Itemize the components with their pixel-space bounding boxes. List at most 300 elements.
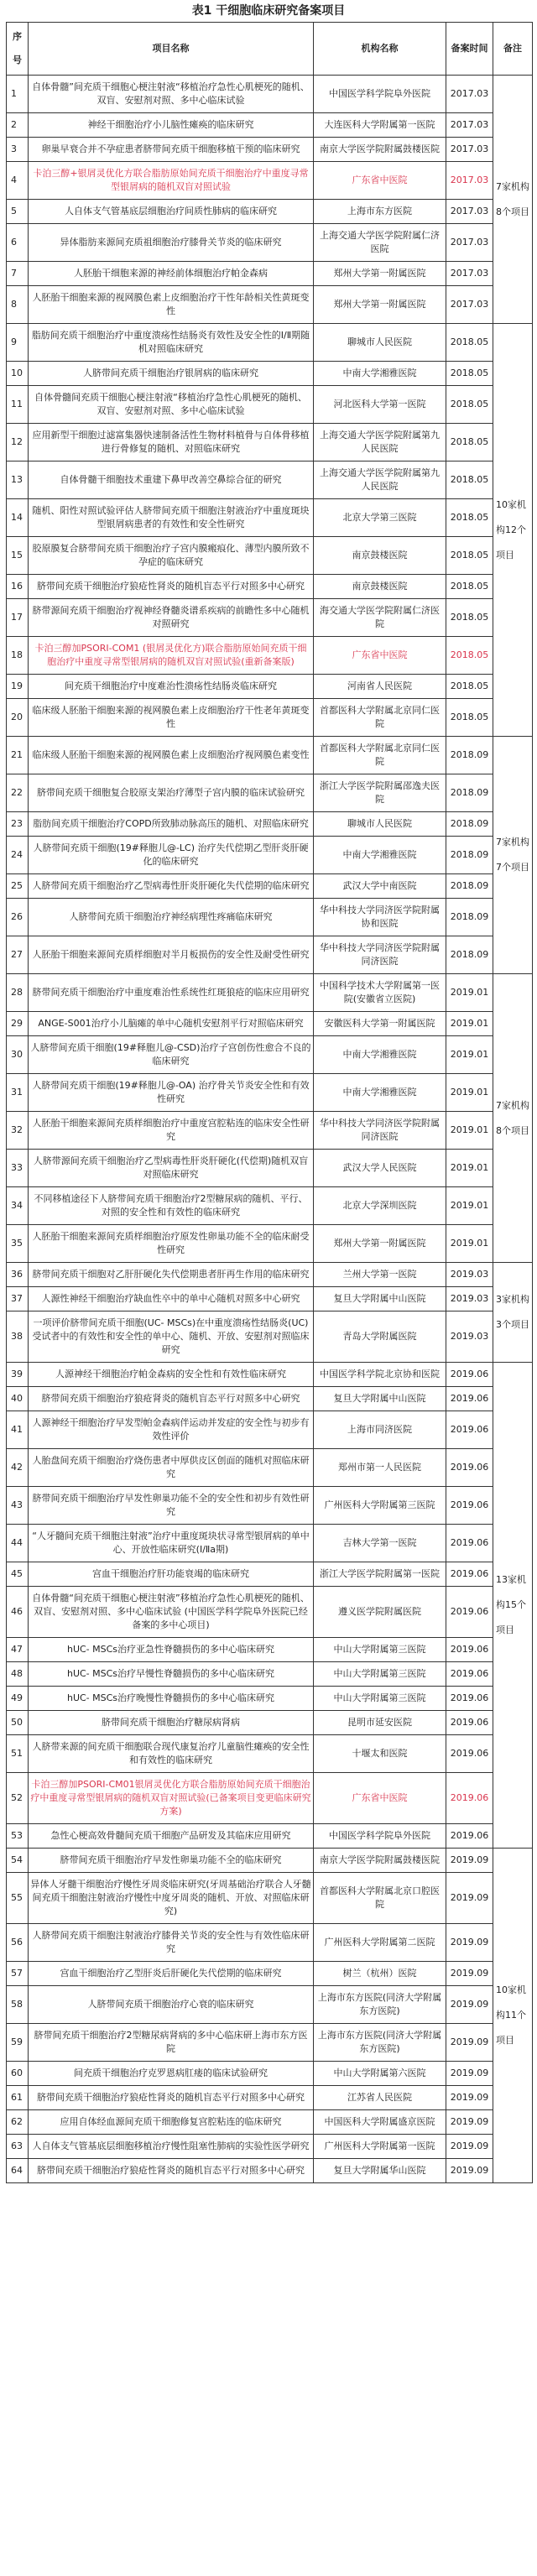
row-number: 45 [7, 1562, 29, 1587]
institution-name: 中山大学附属第三医院 [314, 1638, 446, 1662]
project-name: 人脐带间充质干细胞(19#释胞儿@-CSD)治疗子宫创伤性愈合不良的临床研究 [29, 1036, 314, 1074]
table-row [7, 1187, 533, 1225]
table-row [7, 2062, 533, 2086]
header-date: 备案时间 [446, 23, 493, 76]
project-name: 人脐带源间充质干细胞治疗乙型病毒性肝炎肝硬化(代偿期)随机双盲对照临床研究 [29, 1150, 314, 1187]
table-row [7, 424, 533, 461]
stem-cell-projects-table [6, 22, 533, 2183]
institution-name: 上海市东方医院(同济大学附属东方医院) [314, 1986, 446, 2024]
institution-name: 中南大学湘雅医院 [314, 362, 446, 386]
table-row [7, 1112, 533, 1150]
filing-date: 2018.05 [446, 637, 493, 675]
project-name: 人胚胎干细胞来源间充质样细胞治疗原发性卵巢功能不全的临床耐受性研究 [29, 1225, 314, 1263]
project-name: 间充质干细胞治疗中度难治性溃疡性结肠炎临床研究 [29, 675, 314, 699]
table-row [7, 2159, 533, 2183]
table-row [7, 637, 533, 675]
filing-date: 2018.09 [446, 812, 493, 837]
project-name: 人胎盘间充质干细胞治疗烧伤患者中厚供皮区创面的随机对照临床研究 [29, 1449, 314, 1487]
institution-name: 上海交通大学医学院附属仁济医院 [314, 224, 446, 262]
project-name: 脐带间充质干细胞治疗早发性卵巢功能不全的临床研究 [29, 1849, 314, 1873]
project-name: 脐带间充质干细胞治疗狼疮性肾炎的随机盲态平行对照多中心研究 [29, 2159, 314, 2183]
header-org: 机构名称 [314, 23, 446, 76]
project-name: 间充质干细胞治疗克罗恩病肛瘘的临床试验研究 [29, 2062, 314, 2086]
filing-date: 2019.09 [446, 1962, 493, 1986]
filing-date: 2018.09 [446, 737, 493, 774]
project-name: 脐带间充质干细胞对乙肝肝硬化失代偿期患者肝再生作用的临床研究 [29, 1263, 314, 1287]
project-name: 卡泊三醇加PSORI-COM1 (银屑灵优化方)联合脂肪原始间充质干细胞治疗中重度寻常型银屑病的随机双盲对照试验(重新备案版) [29, 637, 314, 675]
table-row [7, 1587, 533, 1638]
row-number: 35 [7, 1225, 29, 1263]
filing-date: 2019.06 [446, 1562, 493, 1587]
institution-name: 上海市东方医院 [314, 200, 446, 224]
institution-name: 郑州大学第一附属医院 [314, 1225, 446, 1263]
table-row [7, 1873, 533, 1924]
filing-date: 2019.09 [446, 1924, 493, 1962]
batch-note: 7家机构8个项目 [493, 76, 533, 324]
row-number: 36 [7, 1263, 29, 1287]
row-number: 28 [7, 974, 29, 1012]
filing-date: 2019.09 [446, 1986, 493, 2024]
table-row [7, 1311, 533, 1363]
filing-date: 2019.09 [446, 2159, 493, 2183]
row-number: 27 [7, 936, 29, 974]
table-row [7, 1036, 533, 1074]
filing-date: 2019.01 [446, 1036, 493, 1074]
table-row [7, 1387, 533, 1411]
row-number: 55 [7, 1873, 29, 1924]
header-note: 备注 [493, 23, 533, 76]
project-name: 人源神经干细胞治疗早发型帕金森病伴运动并发症的安全性与初步有效性评价 [29, 1411, 314, 1449]
institution-name: 南京鼓楼医院 [314, 537, 446, 575]
filing-date: 2019.06 [446, 1387, 493, 1411]
row-number: 62 [7, 2110, 29, 2135]
table-row [7, 386, 533, 424]
project-name: 应用新型干细胞过滤富集器快速制备活性生物材料植骨与自体骨移植进行骨修复的随机、对照临床研究 [29, 424, 314, 461]
row-number: 51 [7, 1735, 29, 1773]
filing-date: 2019.06 [446, 1638, 493, 1662]
filing-date: 2018.09 [446, 936, 493, 974]
table-row [7, 1849, 533, 1873]
filing-date: 2019.09 [446, 2024, 493, 2062]
institution-name: 昆明市延安医院 [314, 1711, 446, 1735]
row-number: 29 [7, 1012, 29, 1036]
row-number: 15 [7, 537, 29, 575]
batch-note: 3家机构3个项目 [493, 1263, 533, 1363]
institution-name: 南京鼓楼医院 [314, 575, 446, 599]
header-num: 序号 [7, 23, 29, 76]
filing-date: 2019.01 [446, 1150, 493, 1187]
table-row [7, 1525, 533, 1562]
filing-date: 2017.03 [446, 200, 493, 224]
institution-name: 北京大学第三医院 [314, 499, 446, 537]
project-name: 脂肪间充质干细胞治疗COPD所致肺动脉高压的随机、对照临床研究 [29, 812, 314, 837]
filing-date: 2019.01 [446, 1012, 493, 1036]
filing-date: 2019.09 [446, 2135, 493, 2159]
table-row [7, 324, 533, 362]
row-number: 52 [7, 1773, 29, 1824]
filing-date: 2019.06 [446, 1711, 493, 1735]
row-number: 12 [7, 424, 29, 461]
table-row [7, 286, 533, 324]
institution-name: 上海市同济医院 [314, 1411, 446, 1449]
project-name: 自体骨髓干细胞技术重建下鼻甲改善空鼻综合征的研究 [29, 461, 314, 499]
table-row [7, 1411, 533, 1449]
institution-name: 广东省中医院 [314, 637, 446, 675]
institution-name: 安徽医科大学第一附属医院 [314, 1012, 446, 1036]
filing-date: 2017.03 [446, 224, 493, 262]
row-number: 48 [7, 1662, 29, 1687]
institution-name: 郑州大学第一附属医院 [314, 262, 446, 286]
institution-name: 兰州大学第一医院 [314, 1263, 446, 1287]
row-number: 59 [7, 2024, 29, 2062]
filing-date: 2019.06 [446, 1687, 493, 1711]
table-row [7, 362, 533, 386]
table-row [7, 1363, 533, 1387]
institution-name: 复旦大学附属中山医院 [314, 1287, 446, 1311]
filing-date: 2019.09 [446, 1849, 493, 1873]
row-number: 17 [7, 599, 29, 637]
project-name: 临床级人胚胎干细胞来源的视网膜色素上皮细胞治疗视网膜色素变性 [29, 737, 314, 774]
row-number: 23 [7, 812, 29, 837]
table-row [7, 837, 533, 874]
table-row [7, 2135, 533, 2159]
filing-date: 2018.05 [446, 675, 493, 699]
institution-name: 河南省人民医院 [314, 675, 446, 699]
filing-date: 2019.01 [446, 1112, 493, 1150]
institution-name: 武汉大学人民医院 [314, 1150, 446, 1187]
institution-name: 广州医科大学附属第二医院 [314, 1924, 446, 1962]
row-number: 14 [7, 499, 29, 537]
row-number: 58 [7, 1986, 29, 2024]
project-name: “人牙髓间充质干细胞注射液”治疗中重度斑块状寻常型银屑病的单中心、开放性临床研究(Ⅰ/Ⅱa期) [29, 1525, 314, 1562]
institution-name: 首都医科大学附属北京同仁医院 [314, 737, 446, 774]
filing-date: 2018.09 [446, 899, 493, 936]
row-number: 25 [7, 874, 29, 899]
row-number: 13 [7, 461, 29, 499]
row-number: 6 [7, 224, 29, 262]
row-number: 37 [7, 1287, 29, 1311]
table-row [7, 599, 533, 637]
table-row [7, 899, 533, 936]
filing-date: 2017.03 [446, 113, 493, 138]
institution-name: 广东省中医院 [314, 162, 446, 200]
row-number: 47 [7, 1638, 29, 1662]
project-name: 脐带间充质干细胞治疗狼疮性肾炎的随机盲态平行对照多中心研究 [29, 2086, 314, 2110]
institution-name: 南京大学医学院附属鼓楼医院 [314, 1849, 446, 1873]
header-row [7, 23, 533, 76]
row-number: 33 [7, 1150, 29, 1187]
project-name: 神经干细胞治疗小儿脑性瘫痪的临床研究 [29, 113, 314, 138]
project-name: 卡泊三醇加PSORI-CM01银屑灵优化方联合脂肪原始间充质干细胞治疗中重度寻常型银屑病的随机双盲对照试验(已备案项目变更临床研究方案) [29, 1773, 314, 1824]
table-row [7, 1687, 533, 1711]
project-name: 脐带间充质干细胞治疗糖尿病肾病 [29, 1711, 314, 1735]
project-name: 人自体支气管基底层细胞移植治疗慢性阻塞性肺病的实验性医学研究 [29, 2135, 314, 2159]
project-name: 异体人牙髓干细胞治疗慢性牙周炎临床研究(牙周基础治疗联合人牙髓间充质干细胞注射液治疗慢性中度牙周炎的随机、开放、对照临床研究) [29, 1873, 314, 1924]
institution-name: 中山大学附属第三医院 [314, 1662, 446, 1687]
filing-date: 2017.03 [446, 286, 493, 324]
project-name: 异体脂肪来源间充质祖细胞治疗膝骨关节炎的临床研究 [29, 224, 314, 262]
institution-name: 中国医科大学附属盛京医院 [314, 2110, 446, 2135]
institution-name: 青岛大学附属医院 [314, 1311, 446, 1363]
institution-name: 广东省中医院 [314, 1773, 446, 1824]
institution-name: 十堰太和医院 [314, 1735, 446, 1773]
institution-name: 中南大学湘雅医院 [314, 1036, 446, 1074]
institution-name: 海交通大学医学院附属仁济医院 [314, 599, 446, 637]
filing-date: 2019.01 [446, 1225, 493, 1263]
filing-date: 2018.05 [446, 424, 493, 461]
filing-date: 2018.05 [446, 599, 493, 637]
project-name: 人脐带间充质干细胞治疗神经病理性疼痛临床研究 [29, 899, 314, 936]
project-name: 临床级人胚胎干细胞来源的视网膜色素上皮细胞治疗干性老年黄斑变性 [29, 699, 314, 737]
filing-date: 2018.09 [446, 837, 493, 874]
filing-date: 2019.06 [446, 1449, 493, 1487]
filing-date: 2019.09 [446, 2062, 493, 2086]
institution-name: 中山大学附属第六医院 [314, 2062, 446, 2086]
filing-date: 2018.05 [446, 324, 493, 362]
project-name: 人源神经干细胞治疗帕金森病的安全性和有效性临床研究 [29, 1363, 314, 1387]
filing-date: 2019.09 [446, 1873, 493, 1924]
row-number: 39 [7, 1363, 29, 1387]
table-row [7, 461, 533, 499]
project-name: hUC- MSCs治疗亚急性脊髓损伤的多中心临床研究 [29, 1638, 314, 1662]
row-number: 4 [7, 162, 29, 200]
row-number: 53 [7, 1824, 29, 1849]
project-name: 脐带间充质干细胞治疗早发性卵巢功能不全的安全性和初步有效性研究 [29, 1487, 314, 1525]
table-title: 表1 干细胞临床研究备案项目 [191, 4, 346, 18]
project-name: 人脐带间充质干细胞治疗心衰的临床研究 [29, 1986, 314, 2024]
batch-note: 7家机构8个项目 [493, 974, 533, 1263]
institution-name: 江苏省人民医院 [314, 2086, 446, 2110]
table-row [7, 1150, 533, 1187]
institution-name: 华中科技大学同济医学院附属协和医院 [314, 899, 446, 936]
table-row [7, 1711, 533, 1735]
institution-name: 首都医科大学附属北京同仁医院 [314, 699, 446, 737]
table-row [7, 224, 533, 262]
project-name: 脐带间充质干细胞复合胶原支架治疗薄型子宫内膜的临床试验研究 [29, 774, 314, 812]
row-number: 3 [7, 138, 29, 162]
row-number: 20 [7, 699, 29, 737]
project-name: 脐带间充质干细胞治疗狼疮肾炎的随机盲态平行对照多中心研究 [29, 1387, 314, 1411]
filing-date: 2018.05 [446, 461, 493, 499]
row-number: 5 [7, 200, 29, 224]
institution-name: 郑州市第一人民医院 [314, 1449, 446, 1487]
filing-date: 2019.09 [446, 2110, 493, 2135]
institution-name: 广州医科大学附属第三医院 [314, 1487, 446, 1525]
batch-note: 13家机构15个项目 [493, 1363, 533, 1849]
filing-date: 2019.09 [446, 2086, 493, 2110]
table-row [7, 1735, 533, 1773]
project-name: 急性心梗高效骨髓间充质干细胞产品研发及其临床应用研究 [29, 1824, 314, 1849]
filing-date: 2019.01 [446, 1187, 493, 1225]
institution-name: 首都医科大学附属北京口腔医院 [314, 1873, 446, 1924]
institution-name: 中国医学科学院北京协和医院 [314, 1363, 446, 1387]
project-name: 人胚胎干细胞来源的神经前体细胞治疗帕金森病 [29, 262, 314, 286]
row-number: 49 [7, 1687, 29, 1711]
filing-date: 2017.03 [446, 76, 493, 113]
table-row [7, 1449, 533, 1487]
filing-date: 2019.01 [446, 974, 493, 1012]
project-name: hUC- MSCs治疗早慢性脊髓损伤的多中心临床研究 [29, 1662, 314, 1687]
row-number: 22 [7, 774, 29, 812]
institution-name: 大连医科大学附属第一医院 [314, 113, 446, 138]
project-name: 随机、阳性对照试验评估人脐带间充质干细胞注射液治疗中重度斑块型银屑病患者的有效性和安全性研究 [29, 499, 314, 537]
institution-name: 中国医学科学院阜外医院 [314, 76, 446, 113]
project-name: 人源性神经干细胞治疗缺血性卒中的单中心随机对照多中心研究 [29, 1287, 314, 1311]
table-row [7, 699, 533, 737]
table-row [7, 162, 533, 200]
row-number: 61 [7, 2086, 29, 2110]
table-row [7, 936, 533, 974]
project-name: 自体骨髓”间充质干细胞心梗注射液“移植治疗急性心肌梗死的随机、双盲、安慰剂对照、多中心临床试验 [29, 76, 314, 113]
table-row [7, 1824, 533, 1849]
project-name: 人胚胎干细胞来源间充质样细胞治疗中重度宫腔粘连的临床安全性研究 [29, 1112, 314, 1150]
table-body [7, 76, 533, 2183]
filing-date: 2017.03 [446, 138, 493, 162]
row-number: 32 [7, 1112, 29, 1150]
institution-name: 遵义医学院附属医院 [314, 1587, 446, 1638]
row-number: 16 [7, 575, 29, 599]
row-number: 24 [7, 837, 29, 874]
filing-date: 2019.06 [446, 1487, 493, 1525]
row-number: 34 [7, 1187, 29, 1225]
project-name: 人脐带来源的间充质干细胞联合现代康复治疗儿童脑性瘫痪的安全性和有效性的临床研究 [29, 1735, 314, 1773]
project-name: 人脐带间充质干细胞(19#释胞儿@-LC) 治疗失代偿期乙型肝炎肝硬化的临床研究 [29, 837, 314, 874]
table-row [7, 1487, 533, 1525]
table-row [7, 1263, 533, 1287]
institution-name: 中山大学附属第三医院 [314, 1687, 446, 1711]
table-row [7, 1986, 533, 2024]
row-number: 57 [7, 1962, 29, 1986]
filing-date: 2019.06 [446, 1824, 493, 1849]
row-number: 46 [7, 1587, 29, 1638]
table-row [7, 1074, 533, 1112]
filing-date: 2017.03 [446, 262, 493, 286]
row-number: 31 [7, 1074, 29, 1112]
row-number: 54 [7, 1849, 29, 1873]
filing-date: 2019.06 [446, 1525, 493, 1562]
row-number: 50 [7, 1711, 29, 1735]
row-number: 2 [7, 113, 29, 138]
project-name: 自体骨髓间充质干细胞心梗注射液“移植治疗急性心肌梗死的随机、双盲、安慰剂对照、多中心临床试验 [29, 386, 314, 424]
project-name: 宫血干细胞治疗乙型肝炎后肝硬化失代偿期的临床研究 [29, 1962, 314, 1986]
project-name: 人胚胎干细胞来源间充质样细胞对半月板损伤的安全性及耐受性研究 [29, 936, 314, 974]
table-row [7, 675, 533, 699]
institution-name: 聊城市人民医院 [314, 812, 446, 837]
row-number: 44 [7, 1525, 29, 1562]
table-row [7, 200, 533, 224]
table-row [7, 499, 533, 537]
table-row [7, 774, 533, 812]
table-row [7, 1287, 533, 1311]
institution-name: 复旦大学附属华山医院 [314, 2159, 446, 2183]
filing-date: 2019.03 [446, 1287, 493, 1311]
filing-date: 2018.05 [446, 499, 493, 537]
table-row [7, 874, 533, 899]
table-row [7, 2110, 533, 2135]
institution-name: 华中科技大学同济医学院附属同济医院 [314, 1112, 446, 1150]
table-row [7, 1225, 533, 1263]
row-number: 10 [7, 362, 29, 386]
row-number: 41 [7, 1411, 29, 1449]
filing-date: 2019.01 [446, 1074, 493, 1112]
project-name: 脂肪间充质干细胞治疗中重度溃疡性结肠炎有效性及安全性的Ⅰ/Ⅱ期随机对照临床研究 [29, 324, 314, 362]
row-number: 38 [7, 1311, 29, 1363]
batch-note: 10家机构12个项目 [493, 324, 533, 737]
filing-date: 2019.06 [446, 1773, 493, 1824]
table-row [7, 1662, 533, 1687]
project-name: 卵巢早衰合并不孕症患者脐带间充质干细胞移植干预的临床研究 [29, 138, 314, 162]
table-row [7, 1773, 533, 1824]
institution-name: 聊城市人民医院 [314, 324, 446, 362]
table-row [7, 737, 533, 774]
institution-name: 浙江大学医学院附属邵逸夫医院 [314, 774, 446, 812]
project-name: 应用自体经血源间充质干细胞修复宫腔粘连的临床研究 [29, 2110, 314, 2135]
table-row [7, 113, 533, 138]
institution-name: 中国医学科学院阜外医院 [314, 1824, 446, 1849]
row-number: 18 [7, 637, 29, 675]
row-number: 7 [7, 262, 29, 286]
project-name: 脐带间充质干细胞治疗狼疮性肾炎的随机盲态平行对照多中心研究 [29, 575, 314, 599]
table-row [7, 138, 533, 162]
filing-date: 2019.06 [446, 1363, 493, 1387]
filing-date: 2019.06 [446, 1735, 493, 1773]
project-name: 宫血干细胞治疗肝功能衰竭的临床研究 [29, 1562, 314, 1587]
institution-name: 复旦大学附属中山医院 [314, 1387, 446, 1411]
project-name: 人脐带间充质干细胞治疗银屑病的临床研究 [29, 362, 314, 386]
row-number: 63 [7, 2135, 29, 2159]
row-number: 11 [7, 386, 29, 424]
filing-date: 2019.06 [446, 1662, 493, 1687]
project-name: 胶原膜复合脐带间充质干细胞治疗子宫内膜瘢痕化、薄型内膜所致不孕症的临床研究 [29, 537, 314, 575]
filing-date: 2018.05 [446, 537, 493, 575]
institution-name: 南京大学医学院附属鼓楼医院 [314, 138, 446, 162]
table-row [7, 1012, 533, 1036]
table-row [7, 2024, 533, 2062]
row-number: 60 [7, 2062, 29, 2086]
institution-name: 郑州大学第一附属医院 [314, 286, 446, 324]
institution-name: 北京大学深圳医院 [314, 1187, 446, 1225]
table-row [7, 262, 533, 286]
table-row [7, 974, 533, 1012]
institution-name: 中南大学湘雅医院 [314, 837, 446, 874]
table-row [7, 1638, 533, 1662]
project-name: 脐带间充质干细胞治疗2型糖尿病肾病的多中心临床研上海市东方医院 [29, 2024, 314, 2062]
filing-date: 2019.06 [446, 1411, 493, 1449]
row-number: 1 [7, 76, 29, 113]
project-name: 人自体支气管基底层细胞治疗间质性肺病的临床研究 [29, 200, 314, 224]
institution-name: 浙江大学医学院附属第一医院 [314, 1562, 446, 1587]
institution-name: 树兰（杭州）医院 [314, 1962, 446, 1986]
institution-name: 中南大学湘雅医院 [314, 1074, 446, 1112]
filing-date: 2018.05 [446, 575, 493, 599]
project-name: 一项评价脐带间充质干细胞(UC- MSCs)在中重度溃疡性结肠炎(UC) 受试者中的有效性和安全性的单中心、随机、开放、安慰剂对照临床研究 [29, 1311, 314, 1363]
project-name: ANGE-S001治疗小儿脑瘫的单中心随机安慰剂平行对照临床研究 [29, 1012, 314, 1036]
filing-date: 2018.09 [446, 774, 493, 812]
project-name: 人脐带间充质干细胞(19#释胞儿@-OA) 治疗骨关节炎安全性和有效性研究 [29, 1074, 314, 1112]
row-number: 64 [7, 2159, 29, 2183]
institution-name: 华中科技大学同济医学院附属同济医院 [314, 936, 446, 974]
institution-name: 上海交通大学医学院附属第九人民医院 [314, 461, 446, 499]
row-number: 8 [7, 286, 29, 324]
row-number: 19 [7, 675, 29, 699]
table-row [7, 1924, 533, 1962]
row-number: 21 [7, 737, 29, 774]
project-name: 人脐带间充质干细胞治疗乙型病毒性肝炎肝硬化失代偿期的临床研究 [29, 874, 314, 899]
project-name: 脐带间充质干细胞治疗中重度难治性系统性红斑狼疮的临床应用研究 [29, 974, 314, 1012]
filing-date: 2018.05 [446, 362, 493, 386]
table-row [7, 575, 533, 599]
header-name: 项目名称 [29, 23, 314, 76]
